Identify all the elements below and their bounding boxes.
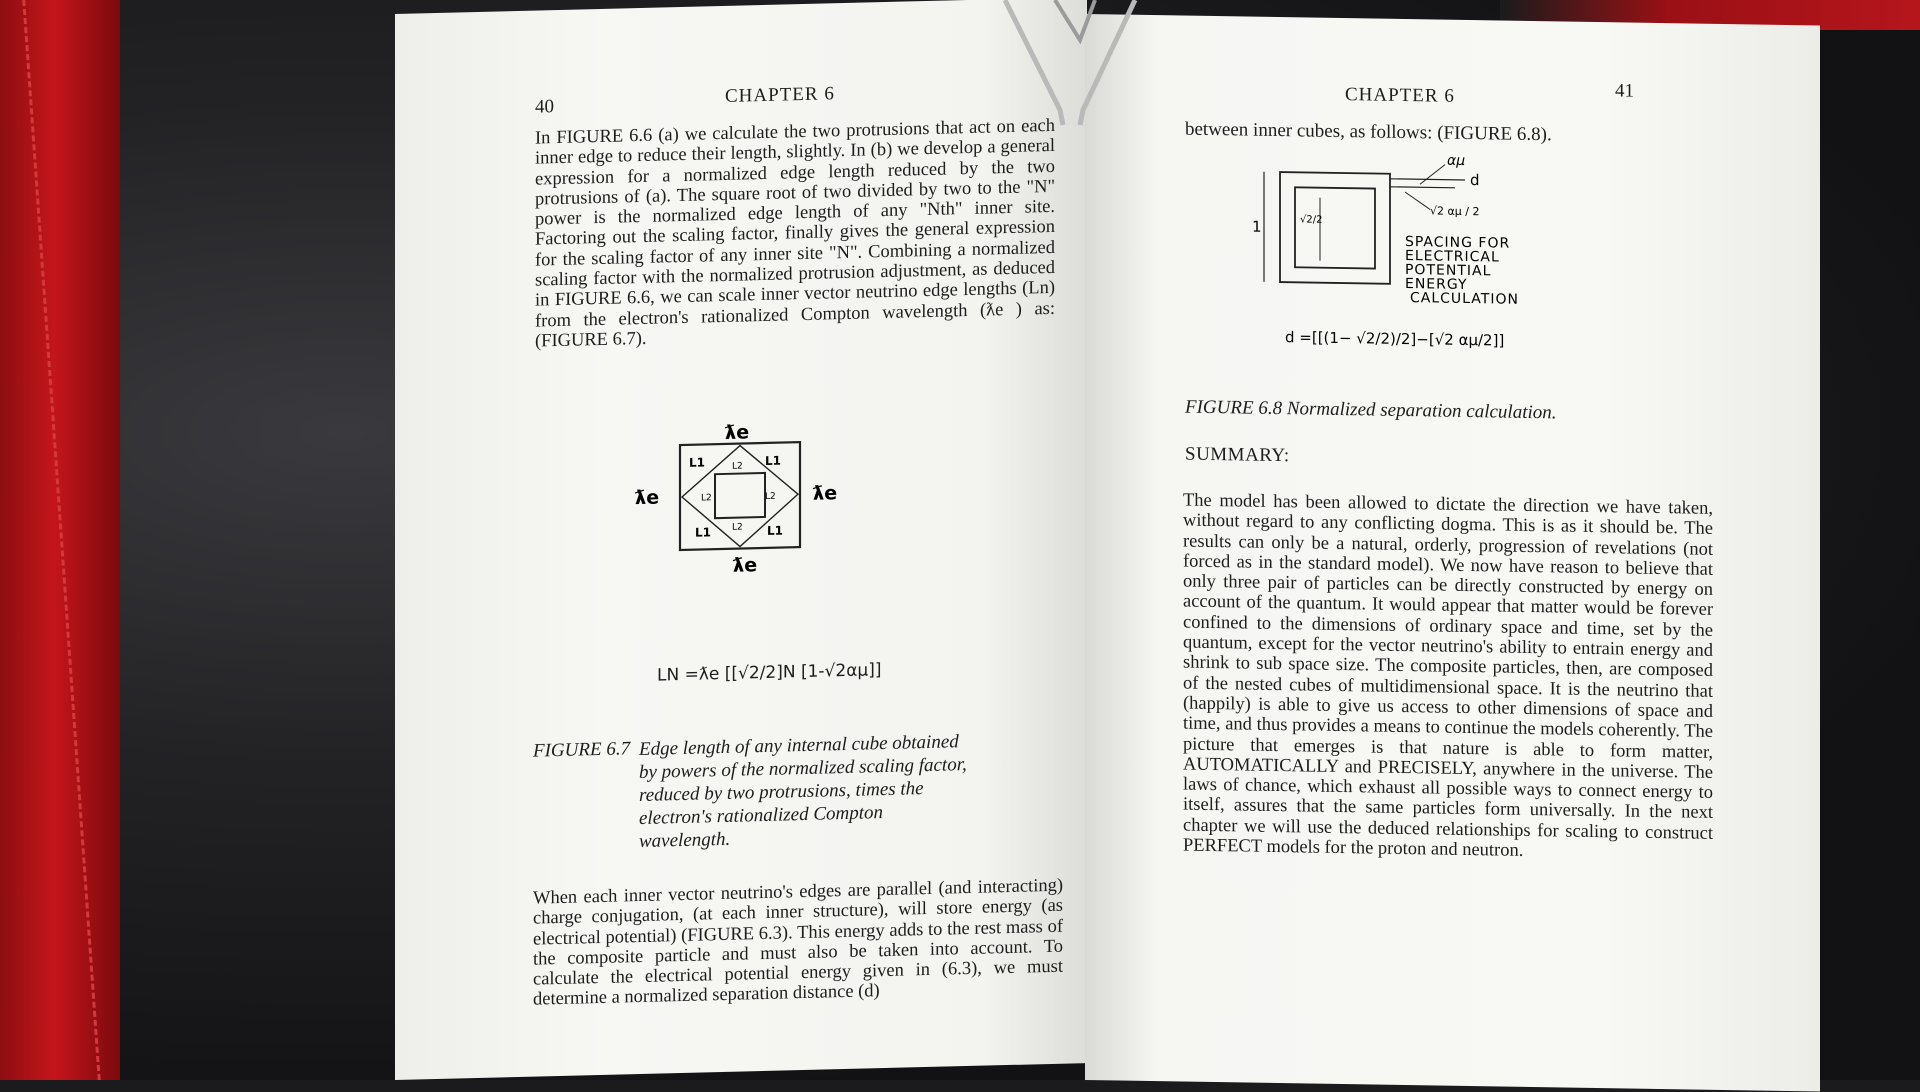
l1-label: L1	[689, 455, 705, 470]
paragraph: In FIGURE 6.6 (a) we calculate the two protrusions that act on each inner edge to reduce their length, slightly. In (b) we develop a general expression for a normalized edge length reduced by the two protrusions of (a). The square root of two divided by two to the "N" power is the normalized edge length of any "Nth" inner site. Factoring out the scaling factor, finally gives the general expression for the scaling factor of any inner site "N". Combining a normalized scaling factor with the normalized protrusion adjustment, as deduced in FIGURE 6.6, we can scale inner vector neutrino edge lengths (Ln) from the electron's rationalized Compton wavelength (ƛe ) as: (FIGURE 6.7).	[535, 115, 1055, 352]
formula: d =[[(1− √2/2)/2]−[√2 αμ/2]]	[1285, 328, 1505, 350]
figure-caption: FIGURE 6.8 Normalized separation calculation.	[1185, 396, 1557, 424]
inner-edge-label: √2/2	[1300, 214, 1323, 226]
paragraph: When each inner vector neutrino's edges are parallel (and interacting) charge conjugation, (at each inner structure), will store energy (as electrical potential) (FIGURE 6.3). This energy adds to the rest mass of the composite particle and must also be taken into account. To calculate the electrical potential energy given in (6.3), we must determine a normalized separation distance (d)	[533, 875, 1063, 1011]
book-spread	[395, 14, 1820, 1080]
l2-label: L2	[732, 522, 743, 533]
intro-line: between inner cubes, as follows: (FIGURE 6.8).	[1185, 118, 1552, 146]
lambda-label-bottom: ƛe	[733, 554, 758, 577]
l1-label: L1	[765, 453, 781, 468]
paragraph: The model has been allowed to dictate the direction we have taken, without regard to any conflicting dogma. This is as it should be. The results can only be a natural, orderly, progression of revelations (not forced as in the standard model). We now have reason to believe that only three pair of particles can be directly constructed by energy on account of the quantum. It would appear that matter would be forever confined to the dimensions of ordinary space and time, set by the quantum, except for the vector neutrino's ability to entrain energy and shrink to sub space size. The composite particles, then, are composed of the nested cubes of multidimensional space. It is the neutrino that (happily) is able to give us access to other dimensions of space and time, and thus provides a means to continue the models coherently. The picture that emerges is that nature is able to form matter, AUTOMATICALLY and PRECISELY, anywhere in the universe. The laws of chance, which exhaust all possible ways to connect energy to itself, assures that the same particles form universally. In the next chapter we will use the deduced relationships for scaling to construct PERFECT models for the proton and neutron.	[1183, 490, 1713, 861]
one-label: 1	[1252, 217, 1262, 236]
note-line: ELECTRICAL	[1405, 248, 1500, 266]
figure-caption: Edge length of any internal cube obtained by powers of the normalized scaling factor, reduced by two protrusions, times the electron's rationalized Compton wavelength.	[639, 731, 967, 853]
page-number: 40	[535, 96, 554, 118]
fraction-label: √2 αμ / 2	[1430, 204, 1480, 219]
l2-label: L2	[701, 493, 712, 504]
l1-label: L1	[695, 525, 711, 540]
page-number: 41	[1615, 80, 1634, 102]
right-page	[1085, 14, 1820, 1092]
d-label: d	[1470, 171, 1480, 190]
lambda-label-right: ƛe	[813, 482, 838, 505]
chapter-header: CHAPTER 6	[725, 83, 835, 107]
note-line: POTENTIAL	[1405, 262, 1492, 280]
binder-clip	[985, 0, 1155, 140]
figure-6-8-diagram	[1250, 152, 1580, 357]
figure-6-7-diagram	[615, 420, 875, 606]
lambda-label-left: ƛe	[635, 486, 660, 510]
left-page	[395, 0, 1087, 1080]
note-line: ENERGY	[1405, 276, 1468, 294]
lambda-label-top: ƛe	[725, 421, 750, 444]
alpha-label: αμ	[1447, 152, 1466, 169]
summary-heading: SUMMARY:	[1185, 443, 1290, 467]
note-line: SPACING FOR	[1405, 234, 1511, 252]
formula: LN =ƛe [[√2/2]N [1-√2αμ]]	[657, 660, 882, 686]
l2-label: L2	[732, 461, 743, 472]
l2-label: L2	[765, 491, 776, 502]
note-line: CALCULATION	[1410, 290, 1519, 308]
chapter-header: CHAPTER 6	[1345, 84, 1455, 107]
caption-label: FIGURE 6.7	[533, 738, 631, 762]
l1-label: L1	[767, 523, 783, 538]
